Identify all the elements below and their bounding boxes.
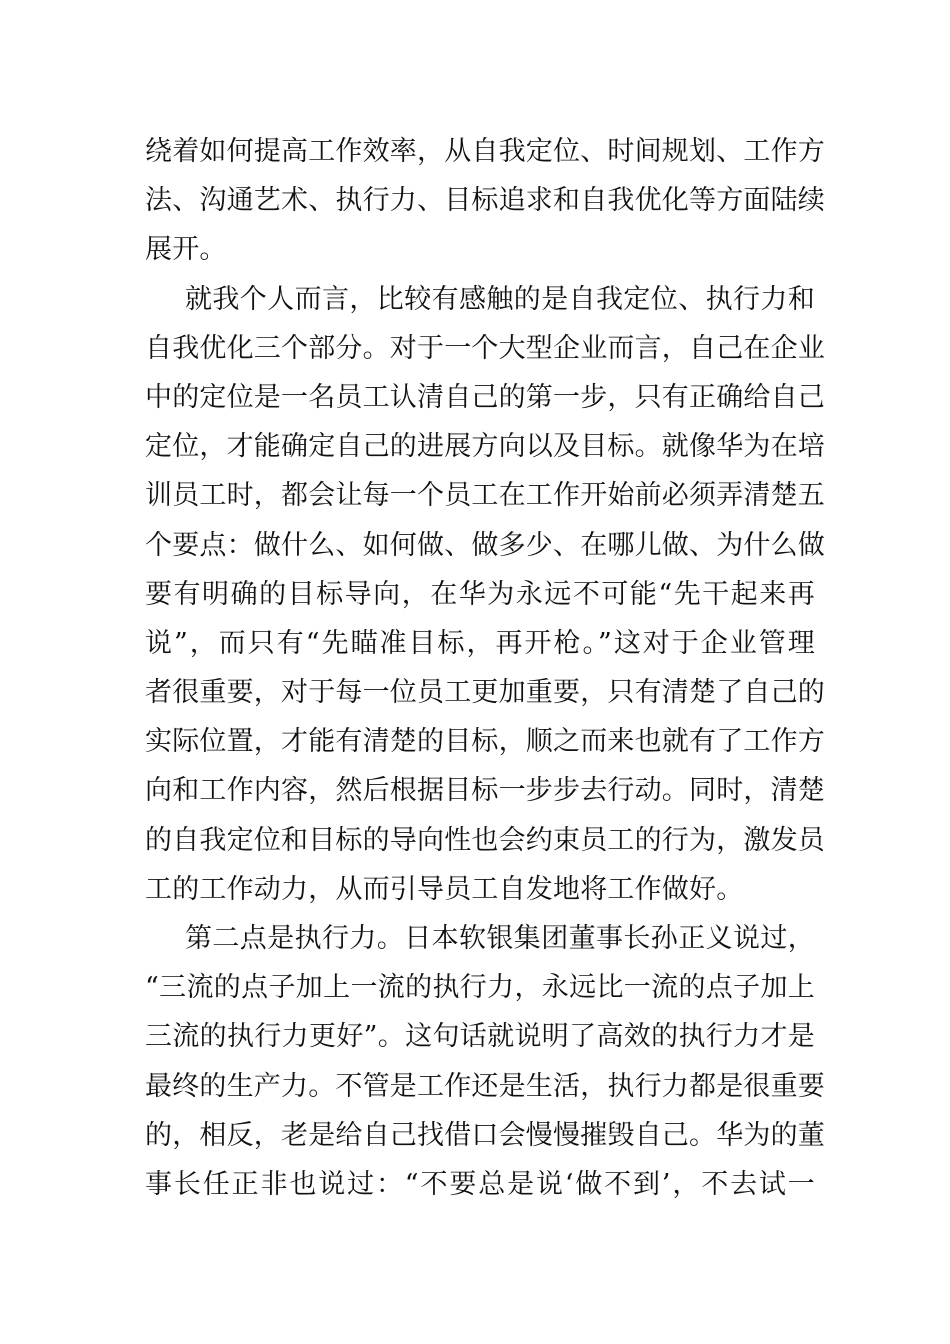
text-line-21: 的，相反，老是给自己找借口会慢慢摧毁自己。华为的董 (145, 1119, 825, 1151)
text-line-9: 个要点：做什么、如何做、做多少、在哪儿做、为什么做 (145, 529, 825, 561)
text-line-17: 第二点是执行力。日本软银集团董事长孙正义说过， (185, 923, 815, 954)
text-line-4: 就我个人而言，比较有感触的是自我定位、执行力和 (185, 283, 815, 315)
text-line-11: 说”，而只有“先瞄准目标，再开枪。”这对于企业管理 (145, 627, 815, 659)
text-line-12: 者很重要，对于每一位员工更加重要，只有清楚了自己的 (145, 677, 825, 709)
text-line-15: 的自我定位和目标的导向性也会约束员工的行为，激发员 (145, 824, 825, 856)
text-line-10: 要有明确的目标导向，在华为永远不可能“先干起来再 (145, 578, 815, 610)
text-line-7: 定位，才能确定自己的进展方向以及目标。就像华为在培 (145, 431, 825, 463)
body-text (145, 127, 825, 1209)
text-line-18: “三流的点子加上一流的执行力，永远比一流的点子加上 (145, 972, 815, 1004)
text-line-2: 法、沟通艺术、执行力、目标追求和自我优化等方面陆续 (145, 185, 825, 217)
text-line-19: 三流的执行力更好”。这句话就说明了高效的执行力才是 (145, 1021, 815, 1053)
text-line-8: 训员工时，都会让每一个员工在工作开始前必须弄清楚五 (145, 480, 825, 512)
text-line-16: 工的工作动力，从而引导员工自发地将工作做好。 (145, 873, 744, 905)
text-line-13: 实际位置，才能有清楚的目标，顺之而来也就有了工作方 (145, 726, 825, 758)
text-line-1: 绕着如何提高工作效率，从自我定位、时间规划、工作方 (145, 136, 825, 167)
text-line-5: 自我优化三个部分。对于一个大型企业而言，自己在企业 (145, 332, 825, 364)
text-line-14: 向和工作内容，然后根据目标一步步去行动。同时，清楚 (145, 775, 825, 807)
text-line-6: 中的定位是一名员工认清自己的第一步，只有正确给自己 (145, 381, 825, 413)
text-line-20: 最终的生产力。不管是工作还是生活，执行力都是很重要 (145, 1070, 825, 1102)
text-line-22: 事长任正非也说过：“不要总是说‘做不到’，不去试一 (145, 1168, 815, 1200)
text-line-3: 展开。 (145, 234, 227, 266)
